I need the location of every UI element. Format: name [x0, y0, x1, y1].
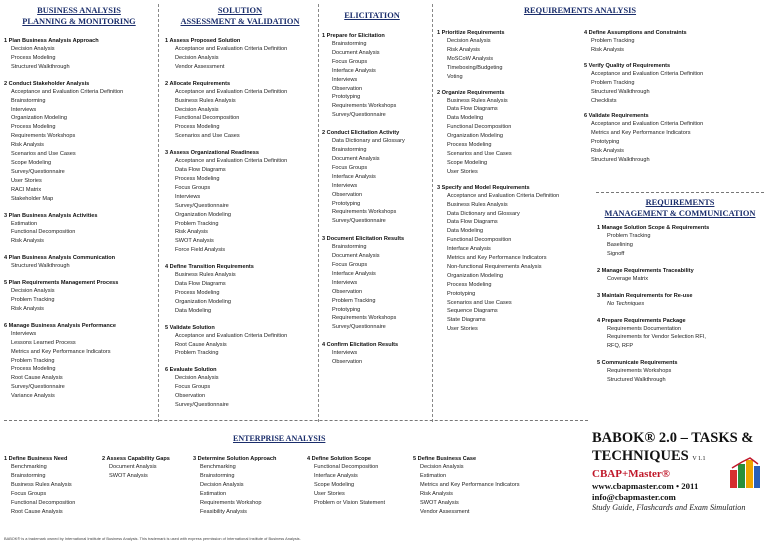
- task-section: [584, 29, 766, 55]
- task-section: [322, 129, 432, 226]
- technique-item: Decision Analysis: [200, 481, 244, 488]
- technique-item: Survey/Questionnaire: [175, 402, 229, 409]
- technique-item: Interviews: [11, 106, 37, 113]
- task-title: 3 Determine Solution Approach: [193, 456, 277, 462]
- technique-item: Variance Analysis: [11, 393, 55, 400]
- technique-item: Business Rules Analysis: [175, 97, 236, 104]
- technique-item: Requirements Workshops: [11, 133, 76, 140]
- technique-item: Risk Analysis: [11, 238, 44, 245]
- babok-title-techniques: TECHNIQUES: [592, 448, 689, 464]
- task-section: [102, 455, 190, 481]
- task-title: 1 Plan Business Analysis Approach: [4, 38, 99, 44]
- task-section: [584, 112, 766, 165]
- task-title: 4 Confirm Elicitation Results: [322, 342, 399, 349]
- technique-item: Scenarios and Use Cases: [447, 299, 512, 306]
- task-section: [165, 149, 317, 255]
- technique-item: Focus Groups: [11, 490, 47, 497]
- task-section: [307, 455, 411, 508]
- technique-item: Decision Analysis: [175, 106, 219, 113]
- company-name: CBAP+Master®: [592, 468, 671, 480]
- sav-header-line2: ASSESSMENT & VALIDATION: [180, 17, 300, 26]
- technique-item: Scope Modeling: [447, 159, 488, 166]
- technique-item: Process Modeling: [11, 366, 56, 373]
- technique-item: Vendor Assessment: [420, 508, 470, 515]
- technique-item: Requirements Documentation: [607, 325, 681, 332]
- technique-item: Timeboxing/Budgeting: [447, 64, 503, 71]
- task-title: 3 Maintain Requirements for Re-use: [597, 292, 693, 299]
- task-section: [322, 32, 432, 120]
- technique-item: Feasibility Analysis: [200, 508, 247, 515]
- eli-column: [322, 32, 432, 367]
- technique-item: Observation: [332, 359, 363, 366]
- technique-item: Survey/Questionnaire: [332, 324, 386, 331]
- technique-item: Functional Decomposition: [11, 229, 76, 236]
- technique-item: Decision Analysis: [175, 375, 219, 382]
- technique-item: No Techniques: [607, 300, 645, 307]
- technique-item: Prototyping: [447, 290, 476, 297]
- task-title: 1 Prioritize Requirements: [437, 30, 505, 36]
- technique-item: Survey/Questionnaire: [11, 384, 65, 391]
- task-section: [322, 235, 432, 332]
- task-title: 5 Verify Quality of Requirements: [584, 62, 671, 69]
- technique-item: Organization Modeling: [175, 211, 231, 218]
- technique-item: Document Analysis: [109, 464, 157, 470]
- task-section: [4, 455, 100, 516]
- brand-info: [592, 467, 767, 513]
- technique-item: Interface Analysis: [332, 173, 376, 180]
- technique-item: Metrics and Key Performance Indicators: [420, 481, 520, 488]
- technique-item: Observation: [332, 85, 363, 92]
- technique-item: RACI Matrix: [11, 186, 42, 193]
- technique-item: SWOT Analysis: [109, 472, 148, 479]
- task-section: [4, 80, 158, 204]
- technique-item: Organization Modeling: [11, 115, 67, 122]
- technique-item: Survey/Questionnaire: [11, 168, 65, 175]
- technique-item: Acceptance and Evaluation Criteria Definition: [591, 121, 704, 128]
- sav-column: [165, 37, 317, 410]
- sav-header: [165, 5, 315, 27]
- technique-item: Interface Analysis: [332, 270, 376, 277]
- technique-item: User Stories: [447, 168, 478, 175]
- technique-item: Data Dictionary and Glossary: [447, 210, 520, 217]
- technique-item: Functional Decomposition: [314, 464, 379, 470]
- task-title: 3 Plan Business Analysis Activities: [4, 212, 98, 219]
- technique-item: User Stories: [447, 326, 478, 333]
- technique-item: Survey/Questionnaire: [332, 218, 386, 225]
- task-section: [4, 37, 158, 72]
- technique-item: Process Modeling: [11, 124, 56, 131]
- technique-item: Requirements Workshops: [332, 209, 397, 216]
- technique-item: Force Field Analysis: [175, 247, 226, 254]
- task-title: 5 Define Business Case: [413, 456, 477, 462]
- technique-item: Benchmarking: [200, 464, 236, 470]
- technique-item: Data Dictionary and Glossary: [332, 138, 405, 145]
- technique-item: Acceptance and Evaluation Criteria Definition: [447, 192, 560, 199]
- rmc-box: [596, 192, 764, 219]
- task-section: [597, 224, 765, 259]
- technique-item: Scenarios and Use Cases: [175, 133, 240, 140]
- req-column: [437, 29, 577, 334]
- ent-column-3: [193, 455, 303, 516]
- task-section: [437, 29, 577, 82]
- technique-item: Structured Walkthrough: [11, 263, 70, 270]
- technique-item: Decision Analysis: [11, 288, 55, 295]
- technique-item: Root Cause Analysis: [175, 341, 227, 348]
- technique-item: Problem Tracking: [591, 79, 635, 86]
- task-title: 4 Define Assumptions and Constraints: [584, 30, 687, 36]
- task-title: 1 Define Business Need: [4, 456, 68, 462]
- technique-item: Prototyping: [332, 94, 361, 101]
- task-section: [413, 455, 588, 516]
- sav-header-line1: SOLUTION: [217, 6, 263, 15]
- separator-line: [158, 4, 159, 422]
- technique-item: Structured Walkthrough: [591, 88, 650, 95]
- technique-item: Metrics and Key Performance Indicators: [447, 255, 547, 262]
- technique-item: Acceptance and Evaluation Criteria Definition: [175, 158, 288, 165]
- technique-item: Problem Tracking: [175, 220, 219, 227]
- task-title: 3 Specify and Model Requirements: [437, 184, 530, 191]
- technique-item: Prototyping: [591, 139, 620, 146]
- email-link[interactable]: info@cbapmaster.com: [592, 492, 676, 502]
- technique-item: Scope Modeling: [314, 481, 355, 488]
- task-title: 2 Manage Requirements Traceability: [597, 267, 694, 274]
- technique-item: Process Modeling: [175, 289, 220, 296]
- bap-header-line2: PLANNING & MONITORING: [22, 17, 136, 26]
- technique-item: User Stories: [314, 490, 345, 497]
- technique-item: Decision Analysis: [447, 38, 491, 44]
- technique-item: Process Modeling: [175, 124, 220, 131]
- task-title: 1 Assess Proposed Solution: [165, 38, 241, 44]
- technique-item: Organization Modeling: [175, 298, 231, 305]
- eli-header: ELICITATION: [344, 11, 400, 20]
- technique-item: Brainstorming: [11, 97, 46, 104]
- task-section: [597, 267, 765, 284]
- technique-item: Risk Analysis: [11, 142, 44, 149]
- ent-column-2: [102, 455, 190, 481]
- task-section: [165, 366, 317, 410]
- technique-item: Brainstorming: [332, 244, 367, 251]
- rmc-header-line1: REQUIREMENTS: [645, 198, 715, 207]
- task-section: [193, 455, 303, 516]
- technique-item: Process Modeling: [447, 281, 492, 288]
- task-section: [322, 341, 432, 367]
- technique-item: Risk Analysis: [11, 305, 44, 312]
- rmc-column: [597, 224, 765, 385]
- task-section: [165, 324, 317, 359]
- technique-item: Interviews: [332, 279, 358, 286]
- technique-item: Functional Decomposition: [175, 115, 240, 122]
- task-section: [165, 80, 317, 141]
- technique-item: Interviews: [175, 193, 201, 200]
- technique-item: Survey/Questionnaire: [332, 112, 386, 119]
- technique-item: Functional Decomposition: [11, 499, 76, 506]
- technique-item: Brainstorming: [332, 41, 367, 47]
- technique-item: Interviews: [332, 350, 358, 357]
- technique-item: Structured Walkthrough: [11, 63, 70, 70]
- technique-item: Interviews: [332, 182, 358, 189]
- technique-item: MoSCoW Analysis: [447, 55, 494, 62]
- technique-item: Brainstorming: [200, 472, 235, 479]
- technique-item: Decision Analysis: [11, 46, 55, 52]
- bap-header: [4, 5, 154, 27]
- technique-item: Acceptance and Evaluation Criteria Definition: [175, 88, 288, 95]
- task-title: 6 Validate Requirements: [584, 113, 649, 120]
- technique-item: Focus Groups: [332, 262, 368, 269]
- task-title: 4 Define Transition Requirements: [165, 264, 254, 271]
- task-section: [165, 37, 317, 72]
- technique-item: Interface Analysis: [332, 67, 376, 74]
- req-header: REQUIREMENTS ANALYSIS: [523, 6, 637, 15]
- separator-line: [432, 4, 433, 422]
- technique-item: Risk Analysis: [591, 148, 624, 155]
- technique-item: Observation: [332, 191, 363, 198]
- technique-item: Business Rules Analysis: [175, 272, 236, 279]
- technique-item: Baselining: [607, 241, 633, 248]
- separator-line: [318, 4, 319, 422]
- technique-item: State Diagrams: [447, 317, 486, 324]
- technique-item: Risk Analysis: [420, 490, 453, 497]
- task-section: [597, 317, 765, 352]
- req-column-continued: [584, 29, 766, 165]
- task-title: 3 Assess Organizational Readiness: [165, 150, 259, 157]
- technique-item: Metrics and Key Performance Indicators: [591, 130, 691, 137]
- technique-item: Vendor Assessment: [175, 63, 225, 70]
- technique-item: Acceptance and Evaluation Criteria Definition: [591, 70, 704, 77]
- technique-item: Requirements Workshops: [332, 103, 397, 110]
- technique-item: Process Modeling: [447, 142, 492, 149]
- technique-item: Data Modeling: [447, 115, 484, 122]
- technique-item: Problem Tracking: [11, 297, 55, 304]
- technique-item: Business Rules Analysis: [11, 481, 72, 488]
- rmc-header-line2: MANAGEMENT & COMMUNICATION: [604, 209, 756, 218]
- task-title: 6 Manage Business Analysis Performance: [4, 322, 117, 329]
- task-section: [4, 279, 158, 314]
- technique-item: RFQ, RFP: [607, 343, 634, 350]
- enterprise-divider-line: [4, 420, 588, 421]
- rmc-top-divider: [596, 192, 764, 193]
- technique-item: Signoff: [607, 250, 625, 257]
- ent-column-1: [4, 455, 100, 516]
- task-section: [165, 263, 317, 316]
- technique-item: Process Modeling: [175, 175, 220, 182]
- technique-item: Business Rules Analysis: [447, 201, 508, 208]
- technique-item: Business Rules Analysis: [447, 97, 508, 104]
- task-title: 2 Allocate Requirements: [165, 80, 231, 87]
- technique-item: Decision Analysis: [420, 464, 464, 470]
- technique-item: Data Flow Diagrams: [447, 219, 498, 226]
- task-section: [584, 62, 766, 106]
- technique-item: Risk Analysis: [591, 46, 624, 53]
- technique-item: Focus Groups: [175, 184, 211, 191]
- task-title: 5 Validate Solution: [165, 324, 215, 331]
- technique-item: Interface Analysis: [447, 246, 491, 253]
- enterprise-divider: [4, 420, 588, 421]
- technique-item: Document Analysis: [332, 253, 380, 260]
- technique-item: Brainstorming: [332, 147, 367, 154]
- technique-item: Observation: [175, 393, 206, 400]
- technique-item: Stakeholder Map: [11, 195, 54, 202]
- task-section: [437, 184, 577, 335]
- task-title: 2 Assess Capability Gaps: [102, 456, 170, 462]
- technique-item: Problem or Vision Statement: [314, 499, 386, 506]
- ent-column-4: [307, 455, 411, 508]
- technique-item: Requirements Workshops: [332, 315, 397, 322]
- technique-item: Structured Walkthrough: [607, 377, 666, 384]
- ent-header: ENTERPRISE ANALYSIS: [233, 434, 326, 443]
- technique-item: Focus Groups: [332, 58, 368, 65]
- babok-title-line1: BABOK® 2.0 – TASKS &: [592, 430, 754, 446]
- technique-item: Interface Analysis: [314, 472, 358, 479]
- babok-version: V 1.1: [692, 456, 706, 462]
- technique-item: Survey/Questionnaire: [175, 202, 229, 209]
- task-title: 4 Define Solution Scope: [307, 456, 372, 462]
- technique-item: Benchmarking: [11, 464, 47, 470]
- tagline: Study Guide, Flashcards and Exam Simulation: [592, 503, 746, 512]
- task-title: 1 Manage Solution Scope & Requirements: [597, 225, 710, 231]
- technique-item: Data Modeling: [175, 307, 212, 314]
- technique-item: Document Analysis: [332, 49, 380, 56]
- technique-item: Data Flow Diagrams: [175, 281, 226, 288]
- technique-item: Focus Groups: [332, 164, 368, 171]
- task-title: 5 Communicate Requirements: [597, 360, 678, 367]
- technique-item: Estimation: [200, 490, 227, 497]
- task-title: 4 Plan Business Analysis Communication: [4, 255, 116, 262]
- technique-item: Prototyping: [332, 306, 361, 313]
- task-title: 5 Plan Requirements Management Process: [4, 280, 119, 287]
- task-section: [4, 254, 158, 271]
- technique-item: Acceptance and Evaluation Criteria Definition: [175, 332, 288, 339]
- task-section: [597, 292, 765, 309]
- technique-item: Data Flow Diagrams: [447, 106, 498, 113]
- technique-item: Non-functional Requirements Analysis: [447, 263, 542, 270]
- technique-item: Problem Tracking: [332, 297, 376, 304]
- technique-item: Decision Analysis: [175, 54, 219, 61]
- task-title: 2 Conduct Stakeholder Analysis: [4, 80, 90, 87]
- task-section: [597, 359, 765, 385]
- task-title: 6 Evaluate Solution: [165, 367, 217, 374]
- rmc-header: [596, 197, 764, 219]
- technique-item: Root Cause Analysis: [11, 508, 63, 515]
- technique-item: Requirements for Vendor Selection RFI,: [607, 334, 706, 341]
- trademark-footer: BABOK® is a trademark owned by International Institute of Business Analysis. This trademark is used with express permission of International Institute of Business Analysis.: [4, 536, 301, 541]
- task-section: [4, 212, 158, 247]
- technique-item: Coverage Matrix: [607, 275, 649, 282]
- technique-item: SWOT Analysis: [175, 238, 214, 245]
- technique-item: Problem Tracking: [175, 350, 219, 357]
- technique-item: Checklists: [591, 97, 617, 104]
- task-section: [4, 322, 158, 401]
- technique-item: Acceptance and Evaluation Criteria Definition: [11, 88, 124, 95]
- technique-item: Sequence Diagrams: [447, 308, 498, 315]
- technique-item: Problem Tracking: [11, 357, 55, 364]
- technique-item: Risk Analysis: [447, 46, 480, 53]
- technique-item: Prototyping: [332, 200, 361, 207]
- task-title: 2 Organize Requirements: [437, 89, 505, 96]
- technique-item: Focus Groups: [175, 384, 211, 391]
- bap-header-line1: BUSINESS ANALYSIS: [37, 6, 121, 15]
- technique-item: Acceptance and Evaluation Criteria Definition: [175, 46, 288, 52]
- technique-item: Requirements Workshop: [200, 499, 262, 506]
- task-section: [437, 89, 577, 177]
- task-title: 3 Document Elicitation Results: [322, 236, 405, 243]
- technique-item: Process Modeling: [11, 54, 56, 61]
- ent-column-5: [413, 455, 588, 516]
- technique-item: Metrics and Key Performance Indicators: [11, 348, 111, 355]
- technique-item: Estimation: [420, 472, 447, 479]
- technique-item: Structured Walkthrough: [591, 157, 650, 164]
- technique-item: Organization Modeling: [447, 133, 503, 140]
- technique-item: Scope Modeling: [11, 159, 52, 166]
- technique-item: Problem Tracking: [607, 233, 651, 239]
- technique-item: Estimation: [11, 220, 38, 227]
- technique-item: Risk Analysis: [175, 229, 208, 236]
- technique-item: User Stories: [11, 177, 42, 184]
- technique-item: Root Cause Analysis: [11, 375, 63, 382]
- technique-item: Lessons Learned Process: [11, 339, 76, 346]
- task-title: 1 Prepare for Elicitation: [322, 33, 385, 39]
- technique-item: Functional Decomposition: [447, 237, 512, 244]
- task-title: 4 Prepare Requirements Package: [597, 317, 686, 324]
- technique-item: Document Analysis: [332, 155, 380, 162]
- technique-item: SWOT Analysis: [420, 499, 459, 506]
- technique-item: Data Flow Diagrams: [175, 167, 226, 174]
- technique-item: Observation: [332, 288, 363, 295]
- technique-item: Brainstorming: [11, 472, 46, 479]
- bap-column: [4, 37, 158, 401]
- technique-item: Interviews: [332, 76, 358, 83]
- technique-item: Data Modeling: [447, 228, 484, 235]
- technique-item: Scenarios and Use Cases: [11, 151, 76, 158]
- website-link[interactable]: www.cbapmaster.com • 2011: [592, 481, 699, 491]
- technique-item: Requirements Workshops: [607, 368, 672, 375]
- technique-item: Voting: [447, 73, 463, 80]
- technique-item: Functional Decomposition: [447, 124, 512, 131]
- technique-item: Organization Modeling: [447, 272, 503, 279]
- technique-item: Scenarios and Use Cases: [447, 150, 512, 157]
- task-title: 2 Conduct Elicitation Activity: [322, 130, 400, 137]
- technique-item: Problem Tracking: [591, 38, 635, 44]
- technique-item: Interviews: [11, 330, 37, 337]
